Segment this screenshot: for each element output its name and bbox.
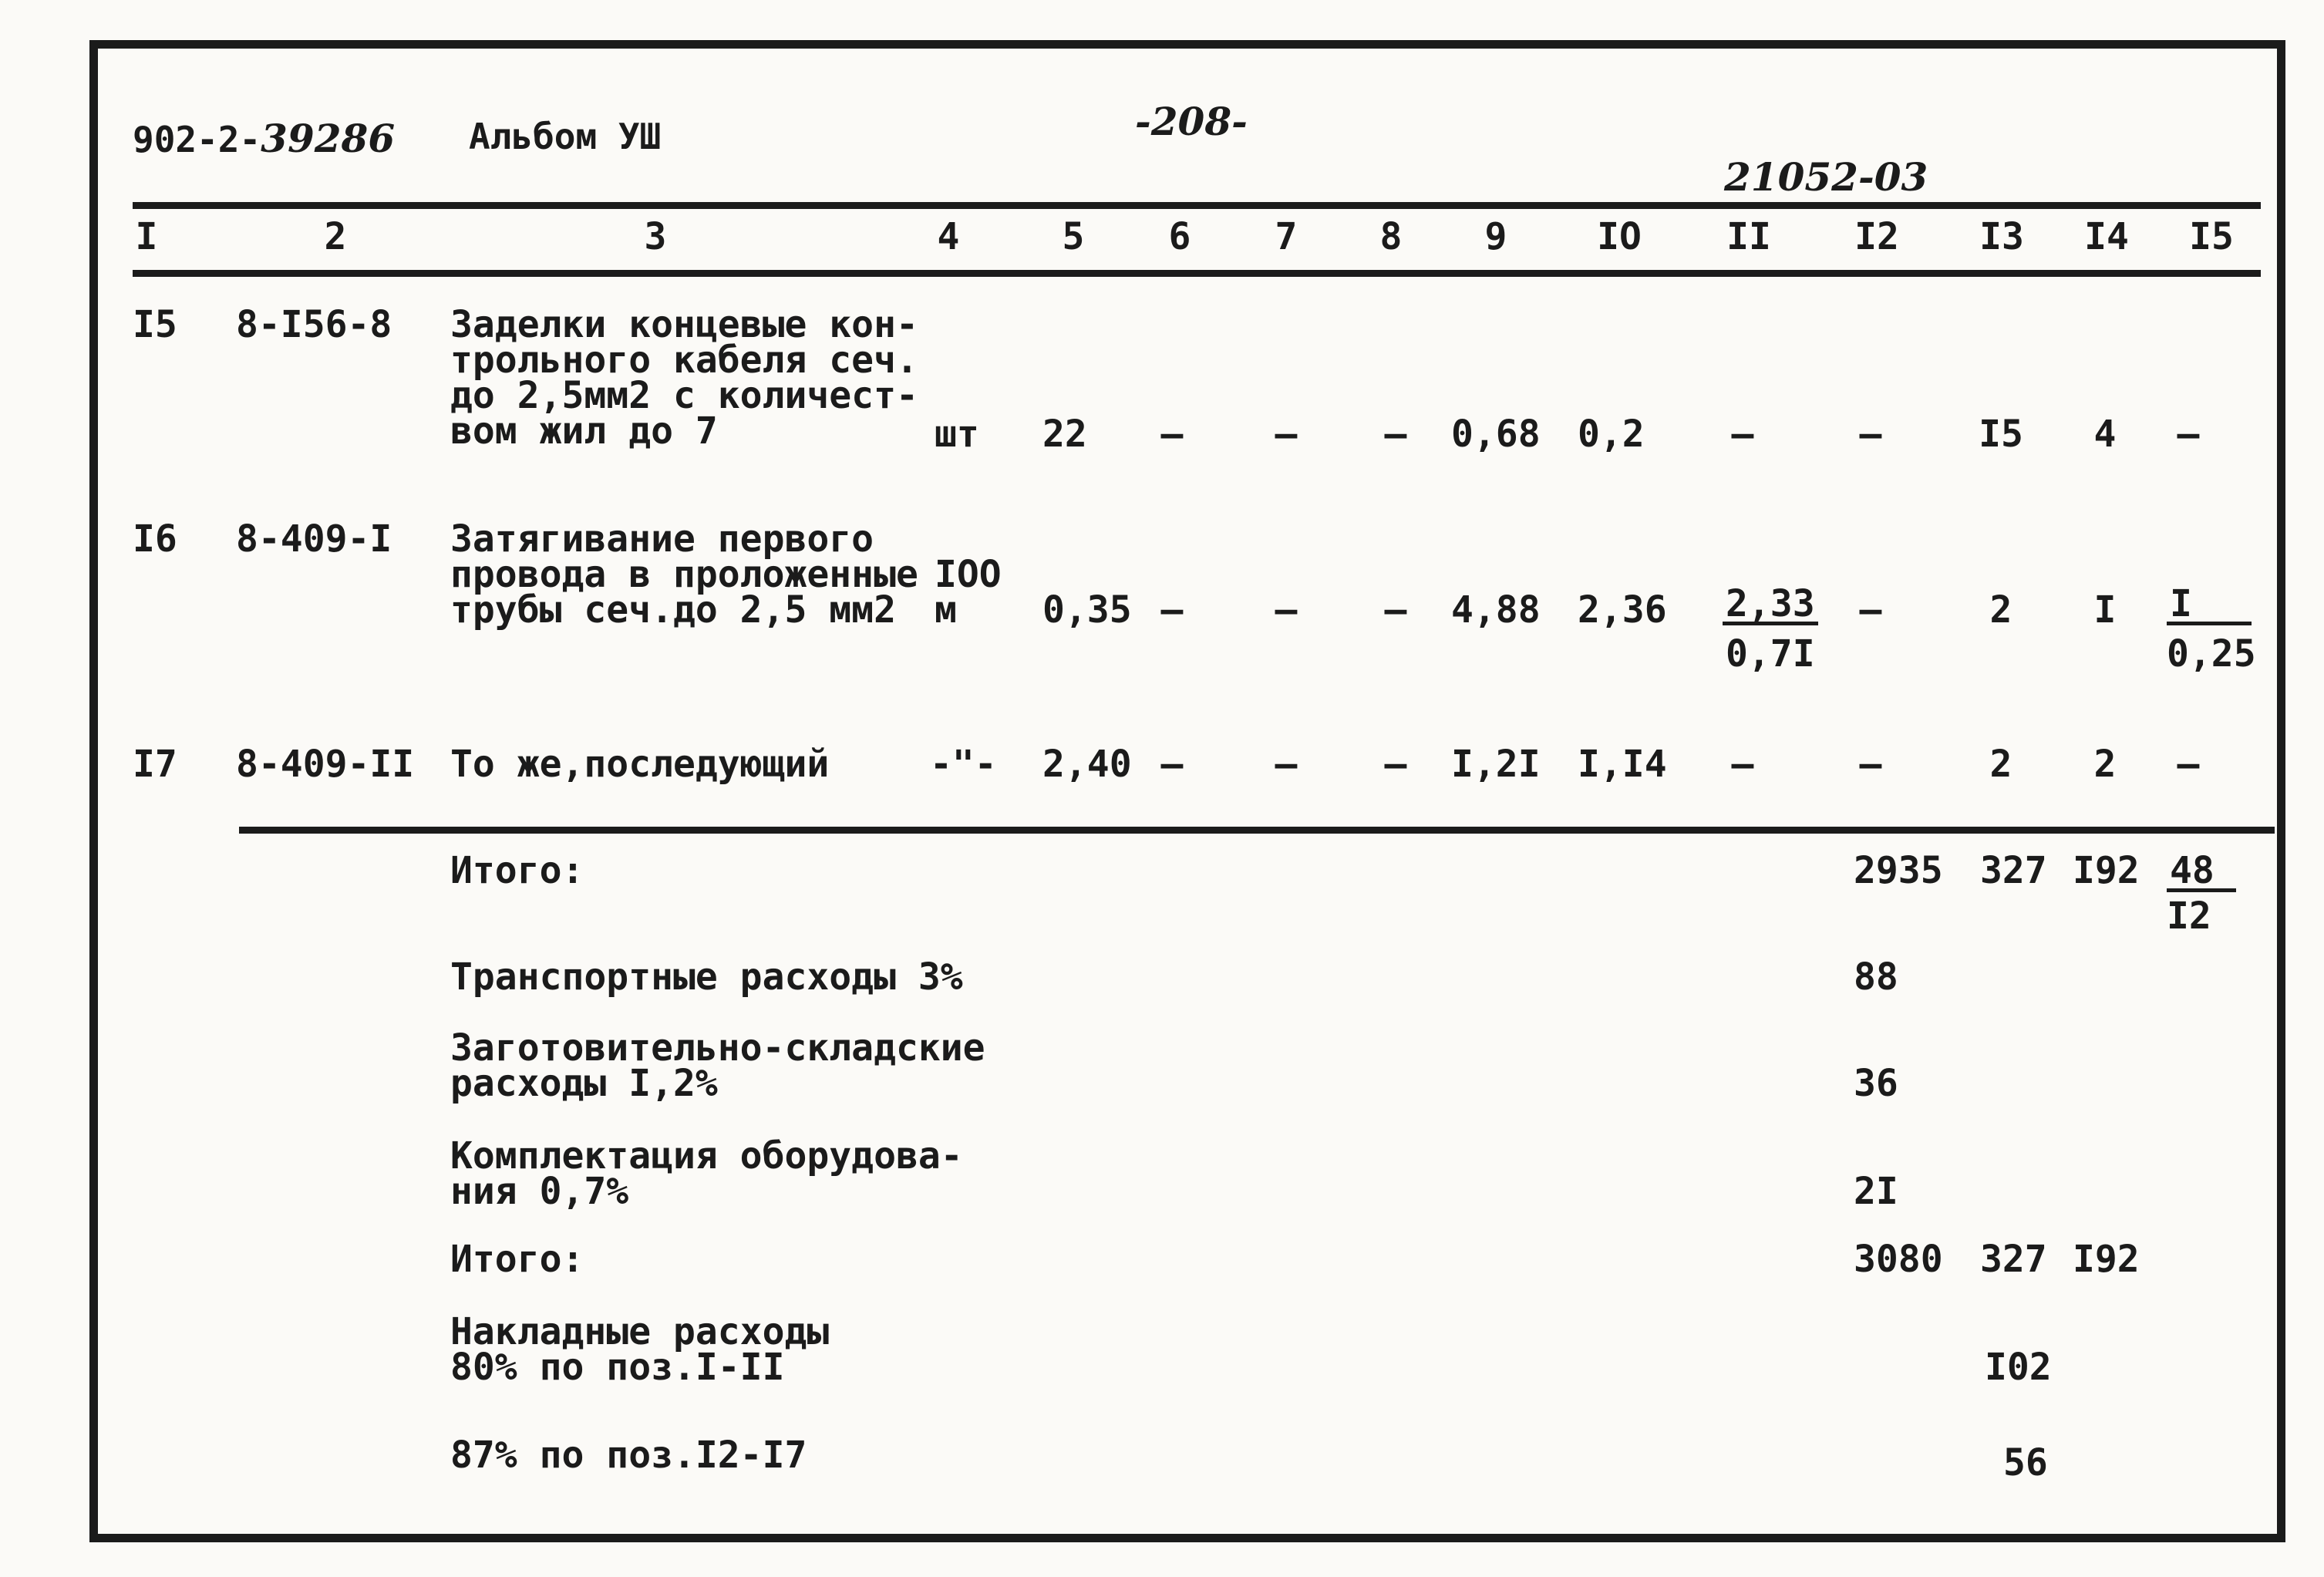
column-number: 2: [324, 215, 347, 258]
row-position: I5: [133, 303, 177, 346]
fraction-denominator: 0,25: [2167, 632, 2256, 676]
label-line: Комплектация оборудова-: [450, 1134, 963, 1178]
description-line: провода в проложенные: [450, 553, 918, 596]
row-description: [450, 517, 918, 632]
cell-c11: –: [1731, 413, 1754, 456]
cell-c15-fraction: [2167, 582, 2256, 676]
row-code: 8-409-II: [236, 743, 415, 786]
column-number: 6: [1168, 215, 1191, 258]
cell-c9: I,2I: [1451, 743, 1541, 786]
column-number: IO: [1597, 215, 1642, 258]
cell-c15: –: [2177, 743, 2200, 786]
label-line: 80% по поз.I-II: [450, 1346, 785, 1389]
doc-number: 21052-03: [1724, 154, 1928, 200]
overhead2-c13: 56: [2003, 1441, 2048, 1484]
column-number: 4: [937, 215, 960, 258]
storage-label: [450, 1026, 985, 1105]
total2-c12: 3080: [1854, 1238, 1943, 1281]
cell-c7: –: [1275, 743, 1298, 786]
cell-c6: –: [1160, 588, 1184, 632]
cell-c6: –: [1160, 743, 1184, 786]
description-line: трольного кабеля сеч.: [450, 339, 918, 382]
fraction-numerator: 48: [2167, 853, 2236, 892]
page-frame: [89, 40, 2285, 1542]
cell-c12: –: [1859, 413, 1882, 456]
total-label: Итого:: [450, 849, 584, 892]
fraction-denominator: I2: [2167, 895, 2211, 938]
cell-c8: –: [1384, 588, 1407, 632]
row-code: 8-I56-8: [236, 303, 392, 346]
cell-c14: 2: [2093, 743, 2117, 786]
column-number: I3: [1979, 215, 2024, 258]
cell-c13: I5: [1979, 413, 2023, 456]
description-line: Затягивание первого: [450, 517, 874, 561]
cell-c9: 0,68: [1451, 413, 1541, 456]
transport-label: Транспортные расходы 3%: [450, 955, 963, 999]
cell-c5: 0,35: [1042, 588, 1132, 632]
total-c15-fraction: [2167, 849, 2236, 938]
cell-c7: –: [1275, 588, 1298, 632]
row-code: 8-409-I: [236, 517, 392, 561]
cell-c10: I,I4: [1578, 743, 1667, 786]
column-number: I5: [2189, 215, 2234, 258]
equipment-label: [450, 1134, 963, 1213]
column-number: I2: [1854, 215, 1899, 258]
column-number: 5: [1062, 215, 1085, 258]
total2-c14: I92: [2073, 1238, 2140, 1281]
row-description: То же,последующий: [450, 743, 830, 786]
cell-c13: 2: [1989, 743, 2012, 786]
header-top-rule: [133, 202, 2261, 209]
cell-c6: –: [1160, 413, 1184, 456]
label-line: ния 0,7%: [450, 1170, 629, 1213]
description-line: до 2,5мм2 с количест-: [450, 374, 918, 417]
column-number: 9: [1484, 215, 1507, 258]
column-number: 3: [644, 215, 667, 258]
transport-c12: 88: [1854, 955, 1898, 999]
fraction-numerator: 2,33: [1723, 586, 1818, 625]
total-c14: I92: [2073, 849, 2140, 892]
document-code-prefix: 902-2-: [133, 119, 261, 160]
overhead-label: [450, 1310, 830, 1389]
description-line: вом жил до 7: [450, 409, 718, 453]
fraction-denominator: 0,7I: [1726, 632, 1815, 676]
total-c12: 2935: [1854, 849, 1943, 892]
total-c13: 327: [1980, 849, 2047, 892]
unit-line: м: [935, 588, 957, 632]
cell-c5: 22: [1042, 413, 1087, 456]
storage-c12: 36: [1854, 1062, 1898, 1105]
cell-c11: –: [1731, 743, 1754, 786]
unit-line: IOO: [935, 553, 1002, 596]
column-number: I4: [2084, 215, 2129, 258]
label-line: Заготовительно-складские: [450, 1026, 985, 1070]
cell-c11-fraction: [1723, 582, 1818, 676]
page-number: -208-: [1135, 99, 1248, 144]
cell-c15: –: [2177, 413, 2200, 456]
cell-c14: 4: [2093, 413, 2117, 456]
cell-c10: 0,2: [1578, 413, 1645, 456]
cell-c9: 4,88: [1451, 588, 1541, 632]
label-line: расходы I,2%: [450, 1062, 718, 1105]
equipment-c12: 2I: [1854, 1170, 1898, 1213]
cell-c8: –: [1384, 413, 1407, 456]
cell-c7: –: [1275, 413, 1298, 456]
cell-c14: I: [2093, 588, 2117, 632]
row-position: I6: [133, 517, 177, 561]
total2-label: Итого:: [450, 1238, 584, 1281]
column-number: 8: [1379, 215, 1403, 258]
document-code: [133, 116, 395, 161]
header-bottom-rule: [133, 270, 2261, 277]
album-label: Альбом УШ: [469, 116, 662, 157]
cell-c5: 2,40: [1042, 743, 1132, 786]
cell-c12: –: [1859, 588, 1882, 632]
overhead2-label: 87% по поз.I2-I7: [450, 1434, 807, 1477]
row-unit: [935, 553, 1002, 632]
column-number: II: [1726, 215, 1771, 258]
cell-c13: 2: [1989, 588, 2012, 632]
overhead-c13: I02: [1985, 1346, 2052, 1389]
row-position: I7: [133, 743, 177, 786]
cell-c10: 2,36: [1578, 588, 1667, 632]
fraction-numerator: I: [2167, 586, 2252, 625]
description-line: трубы сеч.до 2,5 мм2: [450, 588, 896, 632]
total2-c13: 327: [1980, 1238, 2047, 1281]
description-line: Заделки концевые кон-: [450, 303, 918, 346]
cell-c8: –: [1384, 743, 1407, 786]
summary-rule: [239, 827, 2275, 834]
column-number: 7: [1275, 215, 1298, 258]
label-line: Накладные расходы: [450, 1310, 830, 1353]
row-description: [450, 303, 918, 453]
cell-c12: –: [1859, 743, 1882, 786]
column-number: I: [135, 215, 158, 258]
row-unit: -"-: [930, 743, 997, 786]
document-code-handwritten: 39286: [261, 116, 396, 161]
row-unit: шт: [935, 413, 979, 456]
